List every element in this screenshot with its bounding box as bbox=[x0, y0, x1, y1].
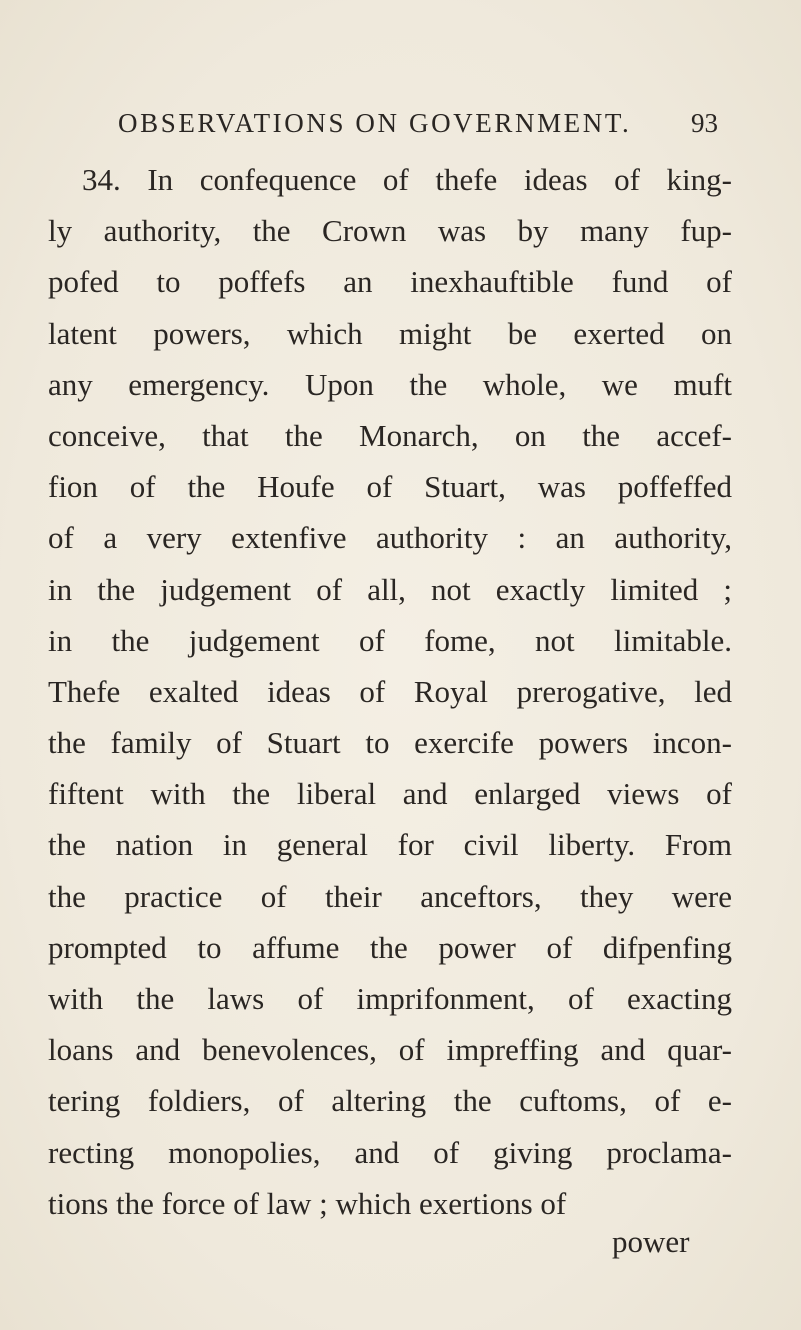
text-line: loans and benevolences, of impreffing and quar- bbox=[48, 1032, 732, 1068]
text-line: latent powers, which might be exerted on bbox=[48, 315, 732, 351]
text-line: of a very extenfive authority : an authority, bbox=[48, 520, 732, 556]
text-line: conceive, that the Monarch, on the accef- bbox=[48, 417, 732, 453]
text-line: any emergency. Upon the whole, we muft bbox=[48, 366, 732, 402]
text-line: Thefe exalted ideas of Royal prerogative, led bbox=[48, 673, 732, 709]
catchword: power bbox=[612, 1224, 690, 1259]
text-line: the nation in general for civil liberty. From bbox=[48, 827, 732, 863]
paragraph-34 bbox=[48, 154, 732, 1229]
running-head bbox=[118, 108, 718, 142]
text-line: the practice of their anceftors, they were bbox=[48, 878, 732, 914]
text-line: fion of the Houfe of Stuart, was poffeffed bbox=[48, 469, 732, 505]
page-number: 93 bbox=[691, 108, 718, 138]
text-line: tering foldiers, of altering the cuftoms, of e- bbox=[48, 1083, 732, 1119]
text-line: pofed to poffefs an inexhauftible fund of bbox=[48, 264, 732, 300]
text-line: recting monopolies, and of giving proclama- bbox=[48, 1134, 732, 1170]
text-line: the family of Stuart to exercife powers incon- bbox=[48, 725, 732, 761]
text-line: 34. In confequence of thefe ideas of king- bbox=[82, 162, 732, 197]
text-line: with the laws of imprifonment, of exacting bbox=[48, 981, 732, 1016]
text-line: prompted to affume the power of difpenfing bbox=[48, 929, 732, 965]
text-line: in the judgement of all, not exactly limited ; bbox=[48, 571, 732, 607]
running-head-title: OBSERVATIONS ON GOVERNMENT. bbox=[118, 108, 632, 138]
text-line: ly authority, the Crown was by many fup- bbox=[48, 213, 732, 249]
text-line: tions the force of law ; which exertions of bbox=[48, 1185, 567, 1221]
text-line: fiftent with the liberal and enlarged views of bbox=[48, 776, 732, 812]
text-line: in the judgement of fome, not limitable. bbox=[48, 622, 732, 658]
